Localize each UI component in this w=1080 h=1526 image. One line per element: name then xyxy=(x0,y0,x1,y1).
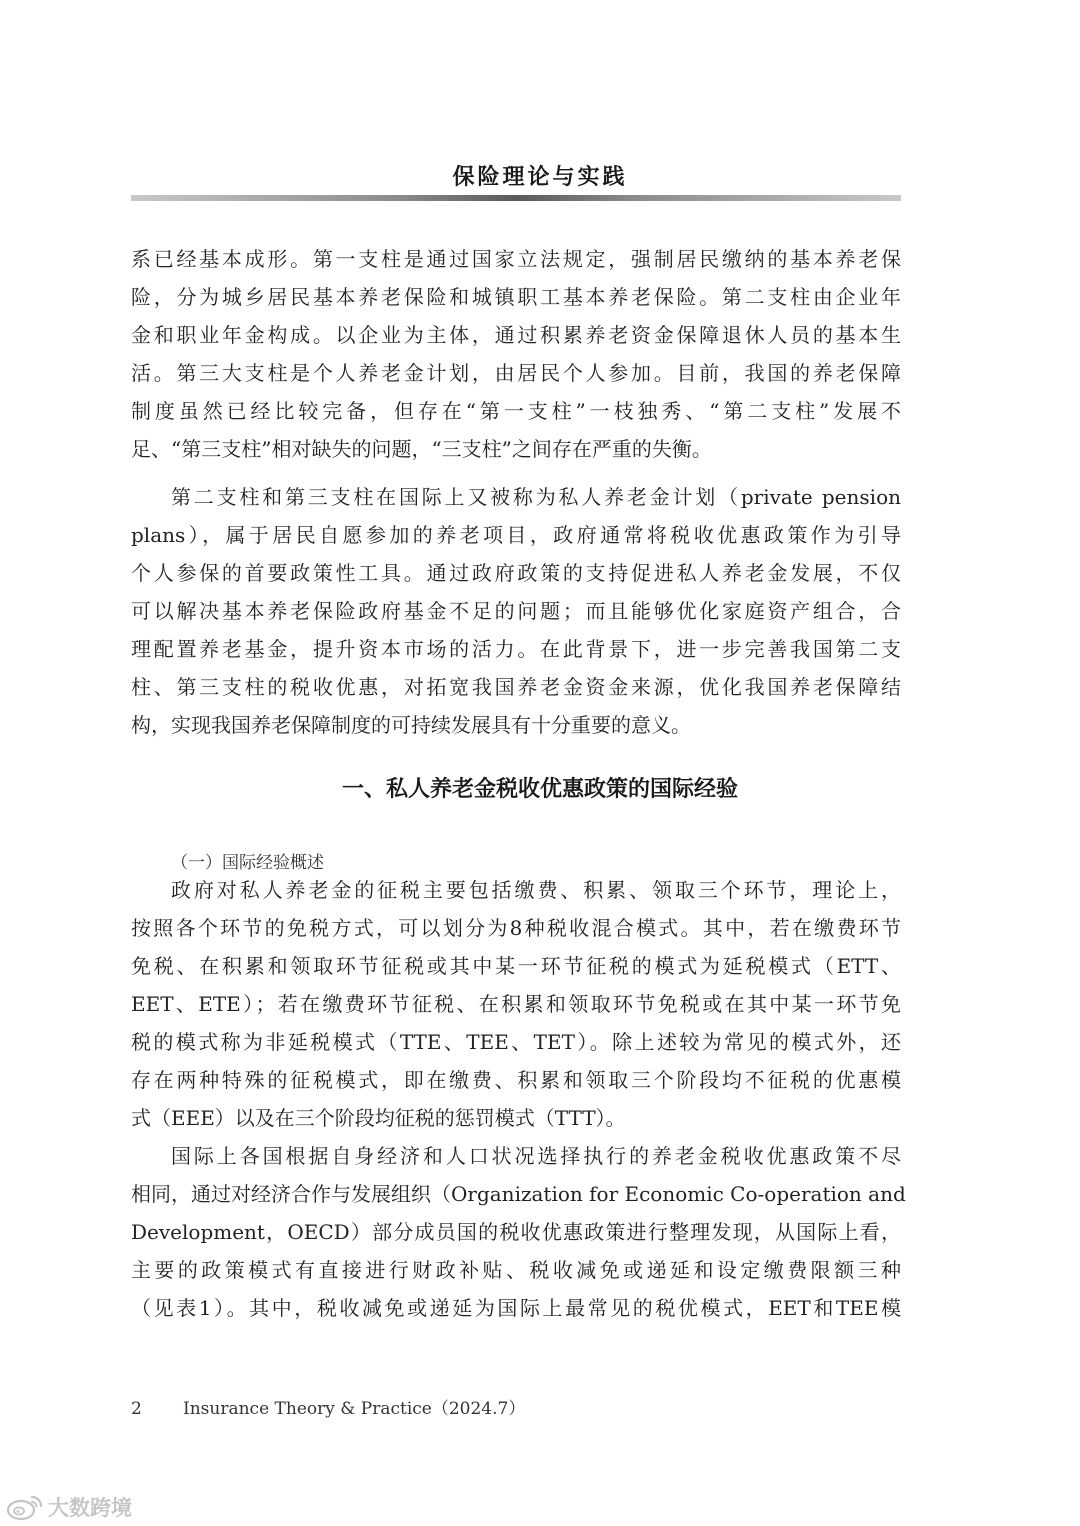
paragraph-2 xyxy=(131,478,901,744)
text-line: 国际上各国根据自身经济和人口状况选择执行的养老金税收优惠政策不尽 xyxy=(171,1144,901,1168)
text-line: plans），属于居民自愿参加的养老项目，政府通常将税收优惠政策作为引导 xyxy=(131,523,901,547)
text-line: 活。第三大支柱是个人养老金计划，由居民个人参加。目前，我国的养老保障 xyxy=(131,361,901,385)
text-line: 金和职业年金构成。以企业为主体，通过积累养老资金保障退休人员的基本生 xyxy=(131,323,901,347)
text-line: 税的模式称为非延税模式（TTE、TEE、TET）。除上述较为常见的模式外，还 xyxy=(131,1030,901,1054)
text-line: 主要的政策模式有直接进行财政补贴、税收减免或递延和设定缴费限额三种 xyxy=(131,1258,901,1282)
text-line: 存在两种特殊的征税模式，即在缴费、积累和领取三个阶段均不征税的优惠模 xyxy=(131,1068,901,1092)
watermark-text: 大数跨境 xyxy=(48,1496,132,1520)
text-line: 系已经基本成形。第一支柱是通过国家立法规定，强制居民缴纳的基本养老保 xyxy=(131,247,901,271)
text-line: 个人参保的首要政策性工具。通过政府政策的支持促进私人养老金发展，不仅 xyxy=(131,561,901,585)
running-header-title: 保险理论与实践 xyxy=(452,164,628,190)
text-line: EET、ETE）；若在缴费环节征税、在积累和领取环节免税或在其中某一环节免 xyxy=(131,992,901,1016)
text-line: 政府对私人养老金的征税主要包括缴费、积累、领取三个环节，理论上， xyxy=(171,878,901,902)
text-line: Development，OECD）部分成员国的税收优惠政策进行整理发现，从国际上看， xyxy=(131,1220,901,1244)
paragraph-4 xyxy=(131,1137,906,1327)
subsection-heading: （一）国际经验概述 xyxy=(171,853,324,873)
text-line: 可以解决基本养老保险政府基金不足的问题；而且能够优化家庭资产组合，合 xyxy=(131,599,901,623)
journal-title: Insurance Theory & Practice（2024.7） xyxy=(183,1399,526,1419)
text-line: 第二支柱和第三支柱在国际上又被称为私人养老金计划（private pension xyxy=(171,485,901,509)
text-line: 免税、在积累和领取环节征税或其中某一环节征税的模式为延税模式（ETT、 xyxy=(131,954,901,978)
text-line: 险，分为城乡居民基本养老保险和城镇职工基本养老保险。第二支柱由企业年 xyxy=(131,285,901,309)
text-line: 式（EEE）以及在三个阶段均征税的惩罚模式（TTT）。 xyxy=(131,1106,626,1130)
text-line: （见表1）。其中，税收减免或递延为国际上最常见的税优模式，EET和TEE模 xyxy=(131,1296,901,1320)
page-number: 2 xyxy=(131,1399,142,1419)
watermark xyxy=(6,1492,132,1522)
paragraph-3 xyxy=(131,871,901,1137)
text-line: 构，实现我国养老保障制度的可持续发展具有十分重要的意义。 xyxy=(131,713,691,737)
page-footer xyxy=(131,1394,525,1419)
text-line: 制度虽然已经比较完备，但存在“第一支柱”一枝独秀、“第二支柱”发展不 xyxy=(131,399,901,423)
text-line: 理配置养老基金，提升资本市场的活力。在此背景下，进一步完善我国第二支 xyxy=(131,637,901,661)
text-line: 相同，通过对经济合作与发展组织（Organization for Economic Co-operation and xyxy=(131,1182,906,1206)
text-line: 柱、第三支柱的税收优惠，对拓宽我国养老金资金来源，优化我国养老保障结 xyxy=(131,675,901,699)
weibo-icon xyxy=(6,1493,44,1521)
paragraph-1 xyxy=(131,240,901,468)
text-line: 按照各个环节的免税方式，可以划分为8种税收混合模式。其中，若在缴费环节 xyxy=(131,916,901,940)
header-rule xyxy=(131,195,901,201)
text-line: 足、“第三支柱”相对缺失的问题，“三支柱”之间存在严重的失衡。 xyxy=(131,437,712,461)
section-heading: 一、私人养老金税收优惠政策的国际经验 xyxy=(341,777,738,802)
